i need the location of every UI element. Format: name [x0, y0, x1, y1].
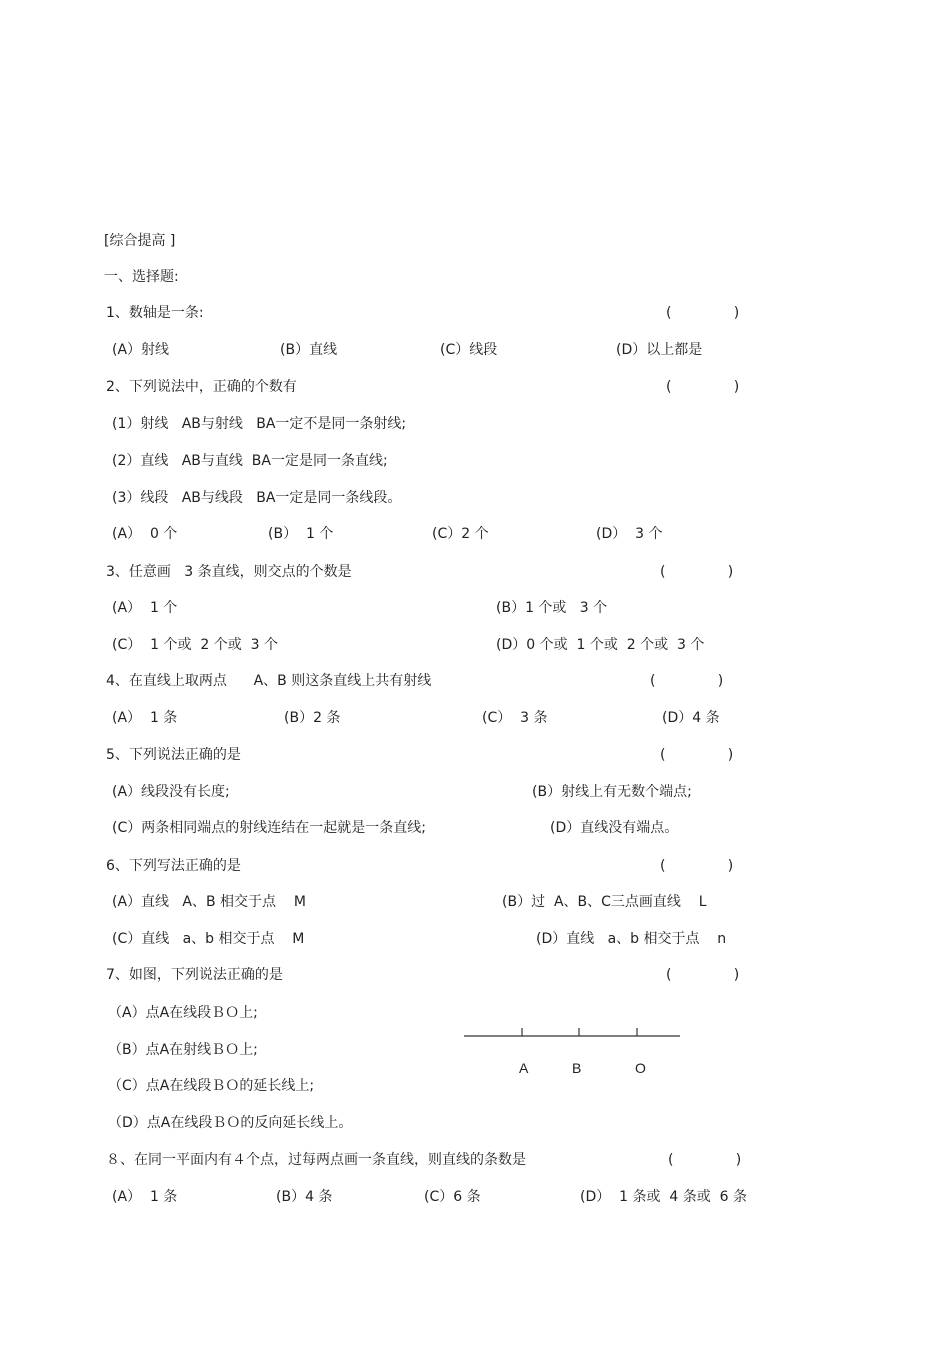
q7-option-c: （C）点A在线段ＢＯ的延长线上;	[108, 1078, 315, 1094]
point-label-o: O	[635, 1060, 646, 1076]
q6-option-d: (D）直线 a、b 相交于点 n	[536, 931, 727, 947]
q2-statement-1: (1）射线 AB与射线 BA一定不是同一条射线;	[112, 416, 407, 432]
point-label-b: B	[572, 1060, 582, 1076]
q7-answer-paren: ( )	[666, 967, 740, 983]
q1-stem: 1、数轴是一条:	[106, 305, 204, 321]
point-label-a: A	[519, 1060, 529, 1076]
q2-statement-3: (3）线段 AB与线段 BA一定是同一条线段。	[112, 490, 402, 506]
q5-option-b: (B）射线上有无数个端点;	[532, 784, 692, 800]
q2-answer-paren: ( )	[666, 379, 740, 395]
q8-stem: ８、在同一平面内有４个点，过每两点画一条直线，则直线的条数是	[106, 1152, 526, 1168]
q2-option-c: (C）2 个	[432, 526, 489, 542]
q4-option-a: (A） 1 条	[112, 710, 178, 726]
q8-option-d: (D） 1 条或 4 条或 6 条	[580, 1189, 748, 1205]
q8-option-b: (B）4 条	[276, 1189, 333, 1205]
q1-answer-paren: ( )	[666, 305, 740, 321]
q7-option-a: （A）点A在线段ＢＯ上;	[108, 1005, 258, 1021]
q6-option-b: (B）过 A、B、C三点画直线 L	[502, 894, 707, 910]
q3-option-a: (A） 1 个	[112, 600, 178, 616]
section-title: 一、选择题:	[104, 269, 179, 285]
q2-option-d: (D） 3 个	[596, 526, 663, 542]
section-header: [综合提高 ]	[104, 233, 176, 249]
q4-option-c: (C） 3 条	[482, 710, 548, 726]
q3-option-c: (C） 1 个或 2 个或 3 个	[112, 637, 279, 653]
q5-option-a: (A）线段没有长度;	[112, 784, 230, 800]
q6-stem: 6、下列写法正确的是	[106, 858, 241, 874]
q5-option-c: (C）两条相同端点的射线连结在一起就是一条直线;	[112, 820, 426, 836]
q7-option-d: （D）点A在线段ＢＯ的反向延长线上。	[108, 1115, 353, 1131]
q2-statement-2: (2）直线 AB与直线 BA一定是同一条直线;	[112, 453, 388, 469]
q8-option-a: (A） 1 条	[112, 1189, 178, 1205]
q4-option-d: (D）4 条	[662, 710, 720, 726]
q6-option-c: (C）直线 a、b 相交于点 M	[112, 931, 305, 947]
q6-answer-paren: ( )	[660, 858, 734, 874]
q7-stem: 7、如图，下列说法正确的是	[106, 967, 283, 983]
q5-option-d: (D）直线没有端点。	[550, 820, 679, 836]
q8-option-c: (C）6 条	[424, 1189, 481, 1205]
q3-answer-paren: ( )	[660, 564, 734, 580]
q3-option-d: (D）0 个或 1 个或 2 个或 3 个	[496, 637, 705, 653]
q1-option-a: (A）射线	[112, 342, 170, 358]
q1-option-b: (B）直线	[280, 342, 338, 358]
q2-stem: 2、下列说法中，正确的个数有	[106, 379, 297, 395]
q5-stem: 5、下列说法正确的是	[106, 747, 241, 763]
q6-option-a: (A）直线 A、B 相交于点 M	[112, 894, 306, 910]
q2-option-a: (A） 0 个	[112, 526, 178, 542]
q5-answer-paren: ( )	[660, 747, 734, 763]
q7-line-figure	[455, 1018, 690, 1088]
q2-option-b: (B） 1 个	[268, 526, 334, 542]
q7-option-b: （B）点A在射线ＢＯ上;	[108, 1042, 258, 1058]
q4-stem: 4、在直线上取两点 A、B 则这条直线上共有射线	[106, 673, 432, 689]
q4-option-b: (B）2 条	[284, 710, 341, 726]
q8-answer-paren: ( )	[668, 1152, 742, 1168]
q1-option-c: (C）线段	[440, 342, 498, 358]
q1-option-d: (D）以上都是	[616, 342, 703, 358]
q3-option-b: (B）1 个或 3 个	[496, 600, 608, 616]
q4-answer-paren: ( )	[650, 673, 724, 689]
q3-stem: 3、任意画 3 条直线，则交点的个数是	[106, 564, 352, 580]
